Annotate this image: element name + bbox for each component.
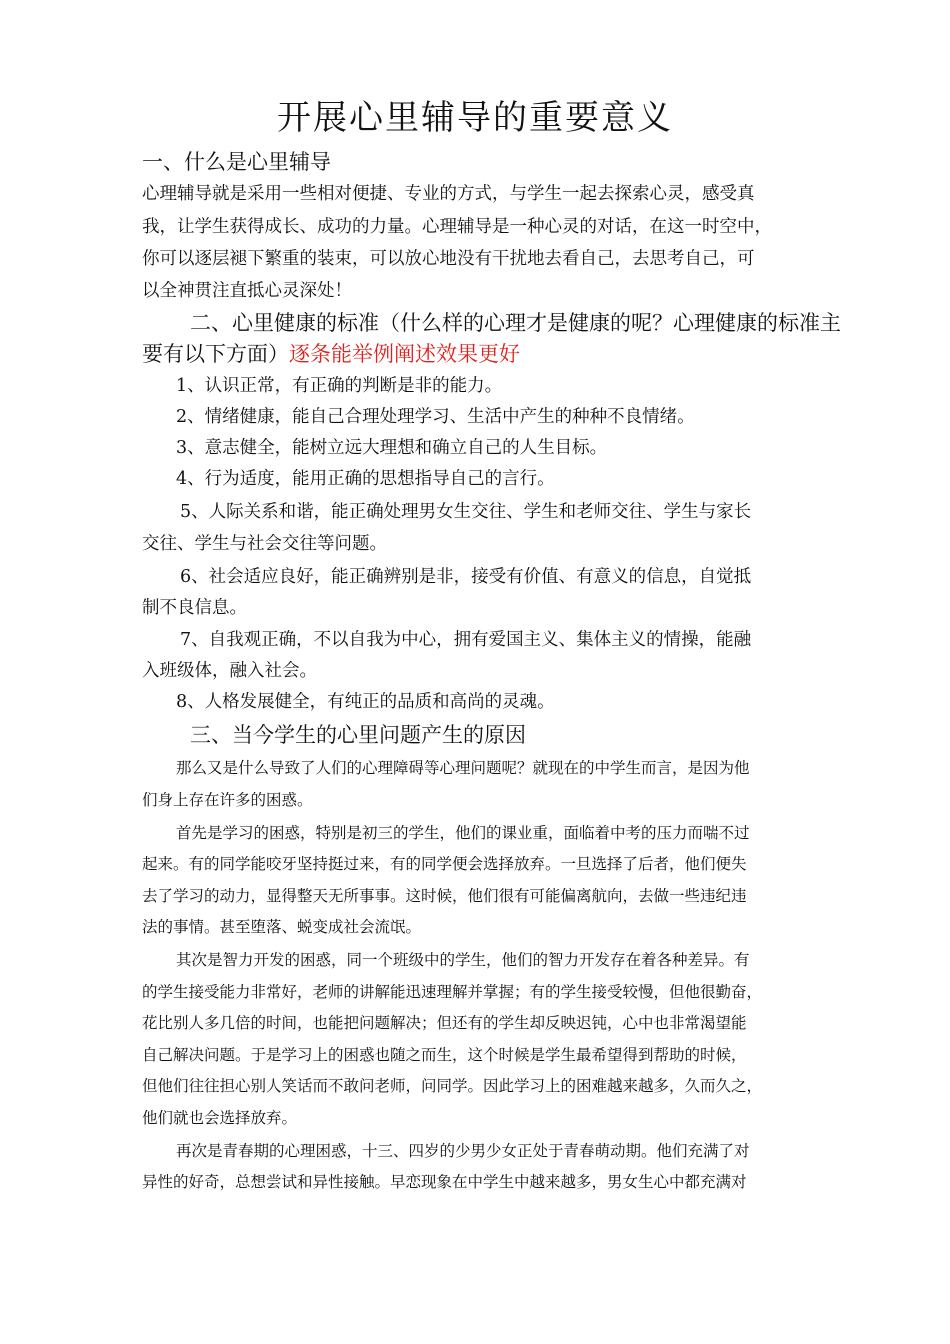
section3-line: 法的事情。甚至堕落、蜕变成社会流氓。 [142,918,422,936]
section3-line: 去了学习的动力，显得整天无所事事。这时候，他们很有可能偏离航向，去做一些违纪违 [142,887,747,905]
section3-line: 异性的好奇，总想尝试和异性接触。早恋现象在中学生中越来越多，男女生心中都充满对 [142,1173,747,1191]
criteria-item: 3、意志健全，能树立远大理想和确立自己的人生目标。 [176,438,608,458]
section3-heading: 三、当今学生的心里问题产生的原因 [190,723,526,747]
section1-line: 以全神贯注直抵心灵深处！ [142,281,352,301]
criteria-item: 交往、学生与社会交往等问题。 [142,534,387,554]
criteria-item: 4、行为适度，能用正确的思想指导自己的言行。 [176,469,555,489]
criteria-item: 2、情绪健康，能自己合理处理学习、生活中产生的种种不良情绪。 [176,407,695,427]
section2-heading-line2 [142,338,520,368]
criteria-item: 入班级体，融入社会。 [142,661,317,681]
criteria-item: 7、自我观正确，不以自我为中心，拥有爱国主义、集体主义的情操，能融 [180,630,752,650]
section3-line: 的学生接受能力非常好，老师的讲解能迅速理解并掌握；有的学生接受较慢，但他很勤奋， [142,983,763,1001]
criteria-item: 5、人际关系和谐，能正确处理男女生交往、学生和老师交往、学生与家长 [180,502,752,522]
section3-line: 再次是青春期的心理困惑，十三、四岁的少男少女正处于青春萌动期。他们充满了对 [176,1142,750,1160]
criteria-item: 1、认识正常，有正确的判断是非的能力。 [176,376,503,396]
section3-line: 自己解决问题。于是学习上的困惑也随之而生，这个时候是学生最希望得到帮助的时候， [142,1046,747,1064]
section3-line: 但他们往往担心别人笑话而不敢问老师，问同学。因此学习上的困难越来越多，久而久之， [142,1077,763,1095]
section3-line: 其次是智力开发的困惑，同一个班级中的学生，他们的智力开发存在着各种差异。有 [176,951,750,969]
criteria-item: 8、人格发展健全，有纯正的品质和高尚的灵魂。 [176,692,555,712]
section2-heading-line1 [190,307,841,337]
section1-heading: 一、什么是心里辅导 [142,150,331,174]
section2-red-note: 逐条能举例阐述效果更好 [289,342,520,366]
section3-line: 起来。有的同学能咬牙坚持挺过来，有的同学便会选择放弃。一旦选择了后者，他们便失 [142,855,747,873]
section3-line: 首先是学习的困惑，特别是初三的学生，他们的课业重，面临着中考的压力而喘不过 [176,824,750,842]
page-title: 开展心里辅导的重要意义 [277,98,673,138]
section3-line: 花比别人多几倍的时间，也能把问题解决；但还有的学生却反映迟钝，心中也非常渴望能 [142,1014,747,1032]
section3-line: 他们就也会选择放弃。 [142,1109,298,1127]
section2-heading-text: 要有以下方面） [142,342,289,366]
section1-line: 我，让学生获得成长、成功的力量。心理辅导是一种心灵的对话，在这一时空中， [142,217,772,237]
criteria-item: 6、社会适应良好，能正确辨别是非，接受有价值、有意义的信息，自觉抵 [180,567,752,587]
section2-heading-text: 二、心里健康的标准（什么样的心理才是健康的呢？心理健康的标准主 [190,311,841,335]
section1-line: 心理辅导就是采用一些相对便捷、专业的方式，与学生一起去探索心灵，感受真 [142,184,755,204]
section1-line: 你可以逐层褪下繁重的装束，可以放心地没有干扰地去看自己，去思考自己，可 [142,249,755,269]
section3-line: 那么又是什么导致了人们的心理障碍等心理问题呢？就现在的中学生而言，是因为他 [176,759,750,777]
section3-line: 们身上存在许多的困惑。 [142,791,313,809]
criteria-item: 制不良信息。 [142,598,247,618]
